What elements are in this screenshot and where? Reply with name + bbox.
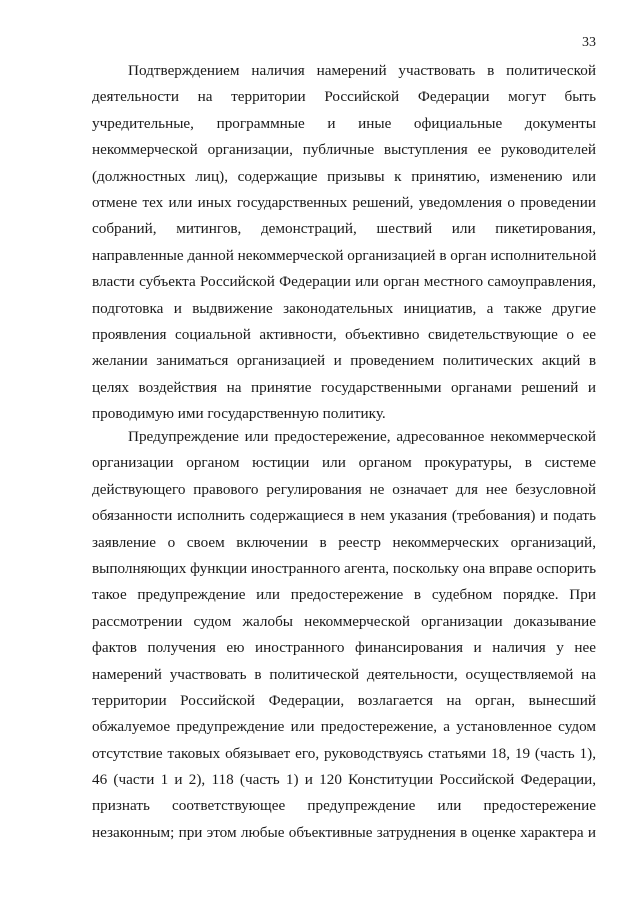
page-number: 33 [582, 35, 596, 50]
text-line: 46 (части 1 и 2), 118 (часть 1) и 120 Конституции Российской Федерации, [92, 771, 596, 789]
text-line: (должностных лиц), содержащие призывы к принятию, изменению или [92, 167, 596, 185]
text-line: Предупреждение или предостережение, адресованное некоммерческой [128, 428, 596, 445]
text-line: такое предупреждение или предостережение в судебном порядке. При [92, 586, 596, 604]
text-line: желании заниматься организацией и проведением политических акций в [92, 352, 596, 370]
text-line: намерений участвовать в политической деятельности, осуществляемой на [92, 665, 596, 683]
text-line: подготовка и выдвижение законодательных инициатив, а также другие [92, 299, 596, 317]
text-line: деятельности на территории Российской Федерации могут быть [92, 88, 596, 106]
text-line: Подтверждением наличия намерений участвовать в политической [128, 62, 596, 79]
paragraph-1 [92, 58, 596, 427]
text-line: обязанности исполнить содержащиеся в нем указания (требования) и подать [92, 507, 596, 525]
text-line: некоммерческой организации, публичные выступления ее руководителей [92, 141, 596, 159]
text-line: собраний, митингов, демонстраций, шествий или пикетирования, [92, 220, 596, 238]
text-line: рассмотрении судом жалобы некоммерческой организации доказывание [92, 612, 596, 630]
text-line: территории Российской Федерации, возлагается на орган, вынесший [92, 691, 596, 709]
text-line: действующего правового регулирования не означает для нее безусловной [92, 480, 596, 498]
paragraph-2 [92, 424, 596, 846]
text-line: проводимую ими государственную политику. [92, 405, 386, 423]
text-line: фактов получения ею иностранного финансирования и наличия у нее [92, 639, 596, 657]
text-line: отсутствие таковых обязывает его, руководствуясь статьями 18, 19 (часть 1), [92, 744, 596, 762]
text-line: учредительные, программные и иные официальные документы [92, 114, 596, 132]
text-line: проявления социальной активности, объективно свидетельствующие о ее [92, 325, 596, 343]
text-line: власти субъекта Российской Федерации или орган местного самоуправления, [92, 273, 596, 291]
text-line: отмене тех или иных государственных решений, уведомления о проведении [92, 193, 596, 211]
text-line: организации органом юстиции или органом прокуратуры, в системе [92, 454, 596, 472]
text-line: признать соответствующее предупреждение или предостережение [92, 797, 596, 815]
text-line: целях воздействия на принятие государственными органами решений и [92, 378, 596, 396]
text-line: незаконным; при этом любые объективные затруднения в оценке характера и [92, 823, 596, 841]
text-line: заявление о своем включении в реестр некоммерческих организаций, [92, 533, 596, 551]
text-line: выполняющих функции иностранного агента, поскольку она вправе оспорить [92, 559, 597, 577]
text-line: обжалуемое предупреждение или предостережение, а установленное судом [92, 718, 596, 736]
text-line: направленные данной некоммерческой организацией в орган исполнительной [92, 246, 597, 264]
